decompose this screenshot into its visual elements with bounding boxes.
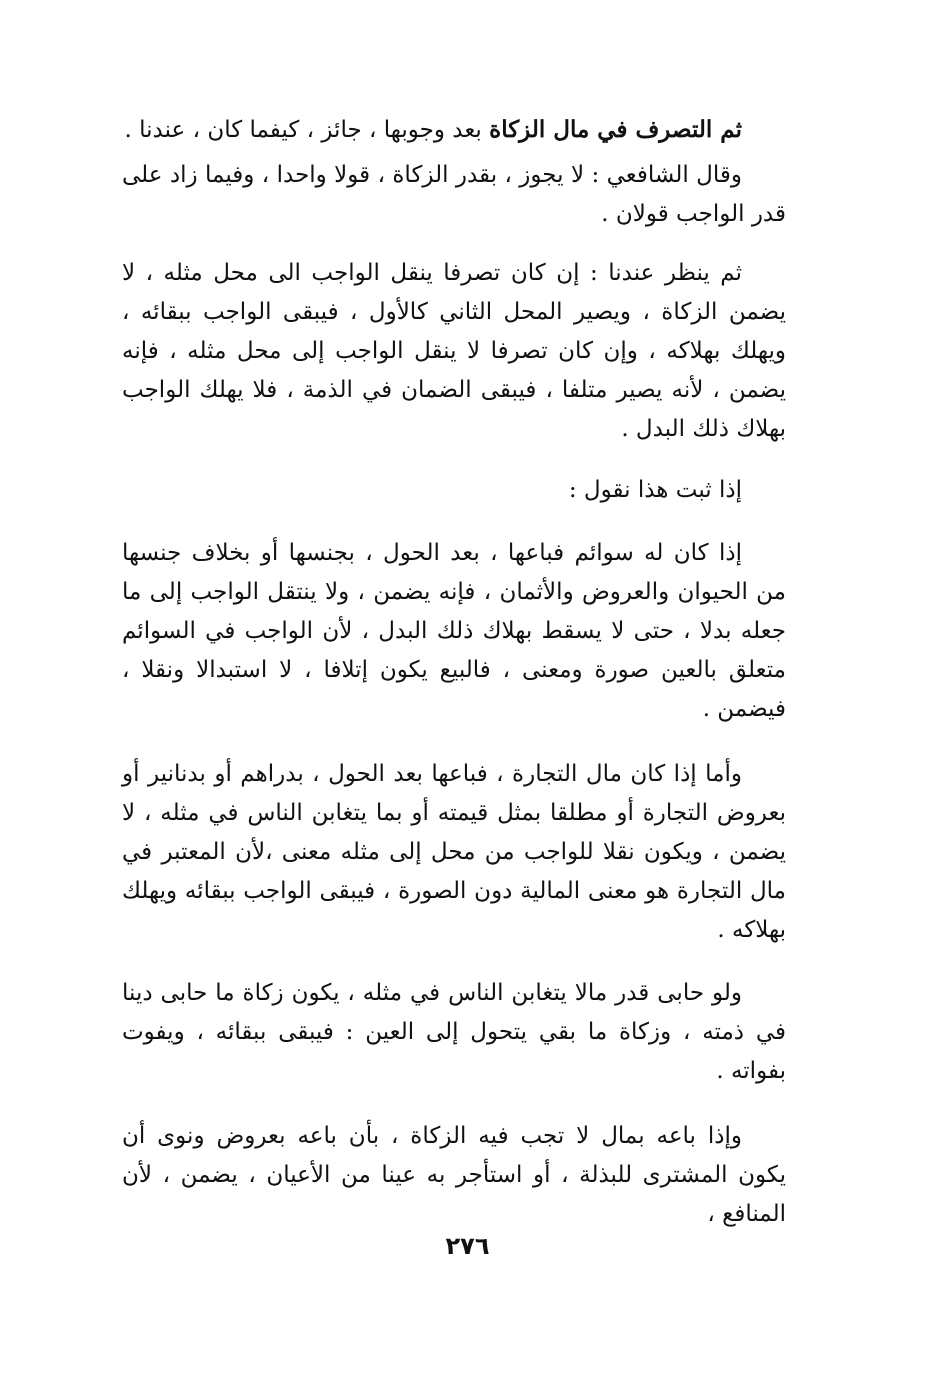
page-number: ٢٧٦ — [445, 1232, 490, 1260]
paragraph-lead: ثم التصرف في مال الزكاة — [489, 116, 742, 143]
paragraph-1 — [122, 110, 786, 150]
paragraph-7: ولو حابى قدر مالا يتغابن الناس في مثله ، يكون زكاة ما حابى دينا في ذمته ، وزكاة ما بقي يتحول إلى العين : فيبقى ببقائه ، ويفوت بفواته . — [122, 980, 786, 1084]
paragraph-5: إذا كان له سوائم فباعها ، بعد الحول ، بجنسها أو بخلاف جنسها من الحيوان والعروض والأثمان ، فإنه يضمن ، ولا ينتقل الواجب إلى ما جعله بدلا ، حتى لا يسقط بهلاك ذلك البدل ، لأن الواجب في السوائم متعلق بالعين صورة ومعنى ، فالبيع يكون إتلافا ، لا استبدالا ونقلا ، فيضمن . — [122, 540, 786, 722]
paragraph-3: ثم ينظر عندنا : إن كان تصرفا ينقل الواجب الى محل مثله ، لا يضمن الزكاة ، ويصير المحل الثاني كالأول ، فيبقى الواجب ببقائه ، ويهلك بهلاكه ، وإن كان تصرفا لا ينقل الواجب إلى محل مثله ، فإنه يضمن ، لأنه يصير متلفا ، فيبقى الضمان في الذمة ، فلا يهلك الواجب بهلاك ذلك البدل . — [122, 260, 786, 442]
paragraph-text: بعد وجوبها ، جائز ، كيفما كان ، عندنا . — [124, 117, 490, 143]
paragraph-6: وأما إذا كان مال التجارة ، فباعها بعد الحول ، بدراهم أو بدنانير أو بعروض التجارة أو مطلقا بمثل قيمته أو بما يتغابن الناس في مثله ، لا يضمن ، ويكون نقلا للواجب من محل إلى مثله معنى ،لأن المعتبر في مال التجارة هو معنى المالية دون الصورة ، فيبقى الواجب ببقائه ويهلك بهلاكه . — [122, 761, 786, 943]
paragraph-2: وقال الشافعي : لا يجوز ، بقدر الزكاة ، قولا واحدا ، وفيما زاد على قدر الواجب قولان . — [122, 162, 786, 227]
paragraph-4: إذا ثبت هذا نقول : — [568, 477, 742, 503]
body-text — [122, 110, 786, 1234]
paragraph-8: وإذا باعه بمال لا تجب فيه الزكاة ، بأن باعه بعروض ونوى أن يكون المشترى للبذلة ، أو استأجر به عينا من الأعيان ، يضمن ، لأن المنافع ، — [122, 1123, 786, 1227]
